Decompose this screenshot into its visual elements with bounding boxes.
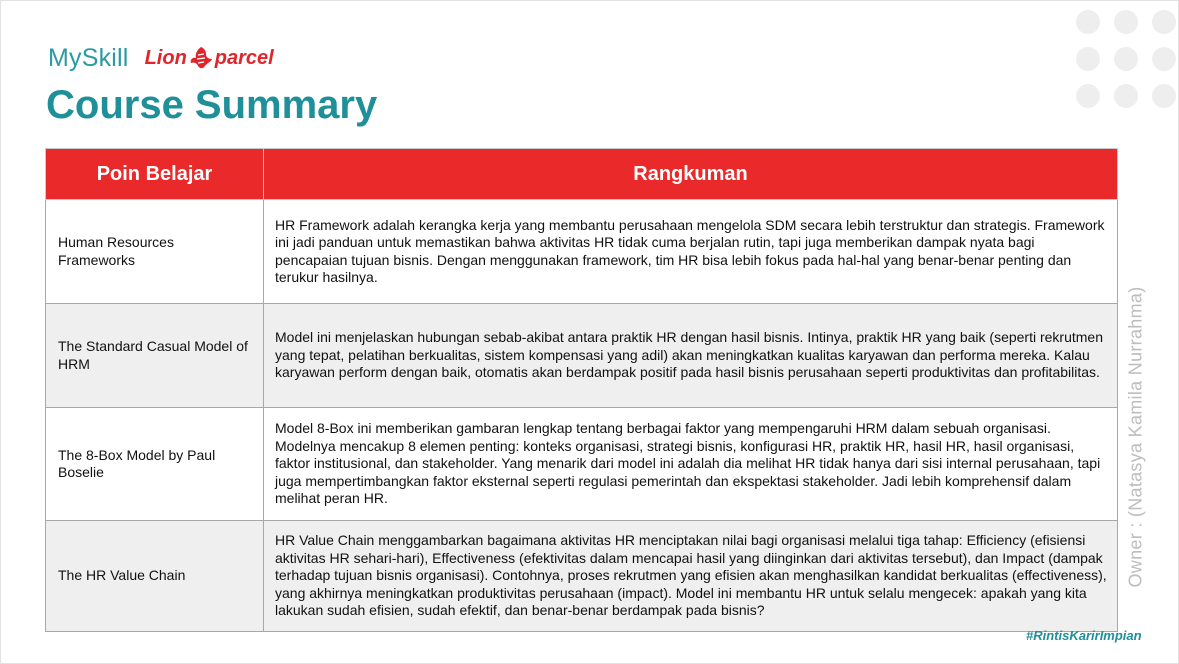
decorative-dot: [1114, 47, 1138, 71]
lion-parcel-logo: [145, 45, 274, 71]
brand-logos: [48, 40, 274, 76]
lion-bird-icon: [188, 45, 214, 71]
decorative-dot: [1114, 84, 1138, 108]
rangkuman-cell: HR Value Chain menggambarkan bagaimana aktivitas HR menciptakan nilai bagi organisasi melalui tiga tahap: Efficiency (efisiensi aktivitas HR sehari-hari), Effectiveness (efektivitas dalam mencapai hasil yang diinginkan dari aktivitas tersebut), dan Impact (dampak terhadap tujuan bisnis organisasi). Contohnya, proses rekrutmen yang efisien akan menghasilkan kandidat berkualitas (effectiveness), yang akhirnya meningkatkan produktivitas perusahaan (impact). Model ini membantu HR untuk selalu mengecek: apakah yang kita lakukan sudah efisien, sudah efektif, dan benar-benar berdampak pada bisnis?: [264, 521, 1118, 632]
summary-table: [45, 148, 1118, 632]
decorative-dot: [1152, 84, 1176, 108]
poin-cell: The HR Value Chain: [46, 521, 264, 632]
decorative-dot: [1076, 10, 1100, 34]
rangkuman-cell: HR Framework adalah kerangka kerja yang membantu perusahaan mengelola SDM secara lebih terstruktur dan strategis. Framework ini jadi panduan untuk memastikan bahwa aktivitas HR tidak cuma berjalan rutin, tapi juga memberikan dampak nyata bagi pencapaian tujuan bisnis. Dengan menggunakan framework, tim HR bisa lebih fokus pada hal-hal yang benar-benar penting dan terukur hasilnya.: [264, 200, 1118, 304]
decorative-dot: [1076, 47, 1100, 71]
table-row: [46, 304, 1118, 408]
column-header-poin: Poin Belajar: [46, 149, 264, 200]
lion-parcel-logo-left: Lion: [144, 46, 187, 69]
poin-cell: Human Resources Frameworks: [46, 200, 264, 304]
myskill-logo: MySkill: [48, 43, 129, 72]
poin-cell: The Standard Casual Model of HRM: [46, 304, 264, 408]
page-title: Course Summary: [46, 83, 378, 127]
table-header-row: [46, 149, 1118, 200]
table-row: [46, 521, 1118, 632]
lion-parcel-logo-right: parcel: [214, 46, 274, 69]
rangkuman-cell: Model ini menjelaskan hubungan sebab-akibat antara praktik HR dengan hasil bisnis. Intinya, praktik HR yang baik (seperti rekrutmen yang tepat, pelatihan berkualitas, sistem kompensasi yang adil) akan meningkatkan kualitas karyawan dan performa mereka. Kalau karyawan perform dengan baik, otomatis akan berdampak positif pada hasil bisnis perusahaan seperti produktivitas dan profitabilitas.: [264, 304, 1118, 408]
poin-cell: The 8-Box Model by Paul Boselie: [46, 408, 264, 521]
hashtag-label: #RintisKarirImpian: [1026, 628, 1142, 643]
decorative-dots: [1076, 10, 1176, 110]
decorative-dot: [1114, 10, 1138, 34]
table-row: [46, 200, 1118, 304]
rangkuman-cell: Model 8-Box ini memberikan gambaran lengkap tentang berbagai faktor yang mempengaruhi HRM dalam sebuah organisasi. Modelnya mencakup 8 elemen penting: konteks organisasi, strategi bisnis, konfigurasi HR, praktik HR, hasil HR, hasil organisasi, faktor institusional, dan stakeholder. Yang menarik dari model ini adalah dia melihat HR tidak hanya dari sisi internal perusahaan, tapi juga mempertimbangkan faktor eksternal seperti regulasi pemerintah dan ekspektasi stakeholder. Jadi lebih komprehensif dalam melihat peran HR.: [264, 408, 1118, 521]
decorative-dot: [1152, 10, 1176, 34]
owner-watermark: Owner : (Natasya Kamila Nurrahma): [1125, 286, 1146, 588]
decorative-dot: [1152, 47, 1176, 71]
column-header-rangkuman: Rangkuman: [264, 149, 1118, 200]
table-row: [46, 408, 1118, 521]
decorative-dot: [1076, 84, 1100, 108]
